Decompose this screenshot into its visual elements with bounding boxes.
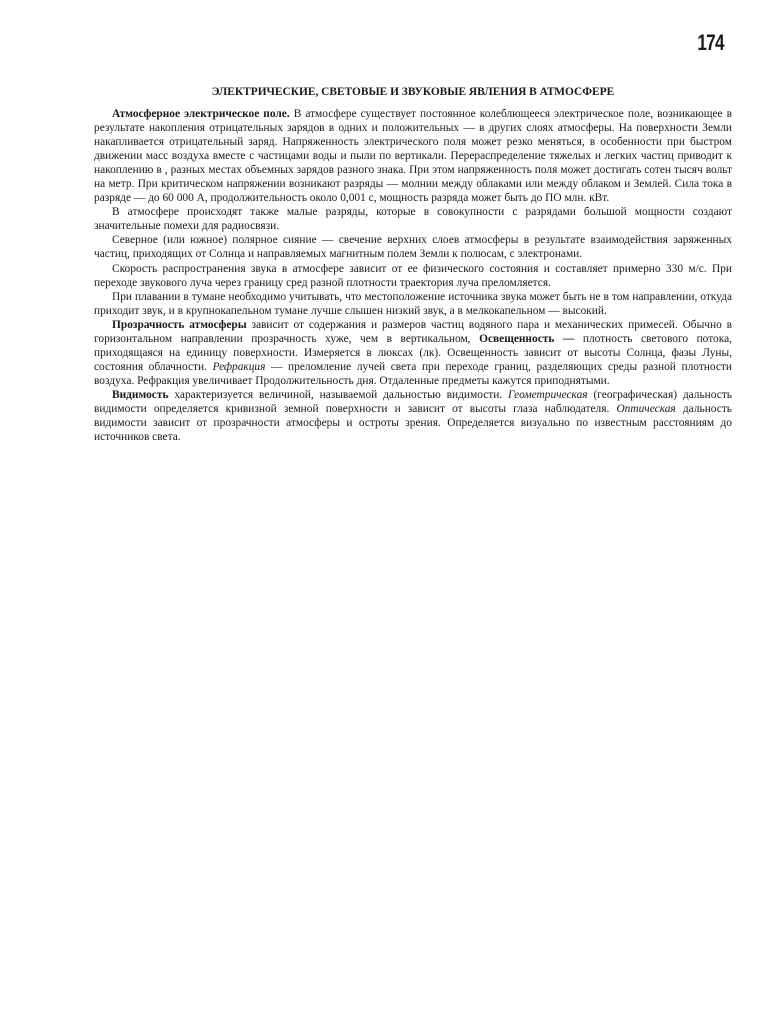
paragraph-fog-sound: При плавании в тумане необходимо учитывать, что местоположение источника звука может быть не в том направлении, откуда приходит звук, и в крупнокапельном тумане лучше слышен низкий звук, а в мелкокапельном — высокий. [94,290,732,317]
term-electric-field: Атмосферное электрическое поле. [112,108,290,120]
paragraph-text: (географическая) дальность видимости определяется кривизной земной поверхности и зависит от высоты глаза наблюдателя. [94,388,732,415]
term-optical: Оптическая [616,402,676,415]
paragraph-sound-speed: Скорость распространения звука в атмосфере зависит от ее физического состояния и составляет примерно 330 м/с. При переходе звукового луча через границу сред разной плотности траектория луча преломляется. [94,262,732,289]
paragraph-text: — преломление лучей света при переходе границ, разделяющих среды разной плотности воздуха. Рефракция увеличивает Продолжительность дня. Отдаленные предметы кажутся приподнятыми. [94,360,732,387]
paragraph-transparency [94,318,732,388]
term-illumination: Освещенность — [479,332,575,345]
paragraph-aurora: Северное (или южное) полярное сияние — свечение верхних слоев атмосферы в результате взаимодействия заряженных частиц, приходящих от Солнца и направляемых магнитным полем Земли к полюсам, с электронами. [94,234,732,261]
paragraph-visibility [94,388,732,444]
document-body [94,86,732,444]
page-title: ЭЛЕКТРИЧЕСКИЕ, СВЕТОВЫЕ И ЗВУКОВЫЕ ЯВЛЕНИЯ В АТМОСФЕРЕ [211,86,615,98]
paragraph-text: характеризуется величиной, называемой дальностью видимости. [168,388,509,401]
paragraph-text: В атмосфере существует постоянное колеблющееся электрическое поле, возникающее в результате накопления отрицательных зарядов в одних и положительных — в других слоях атмосферы. На поверхности Земли накапливается отрицательный заряд. Напряженность электрического поля может резко меняться, в особенности при быстром движении масс воздуха вместе с частицами воды и пыли по вертикали. Перераспределение тяжелых и легких частиц приводит к накоплению в , разных местах объемных зарядов разного знака. При этом напряженность поля может достигать сотен тысяч вольт на метр. При критическом напряжении возникают разряды — молнии между облаками или между облаком и Землей. Сила тока в разряде — до 60 000 А, продолжительность около 0,001 с, мощность разряда может быть до ПО млн. кВт. [94,108,732,205]
paragraph-text: дальность видимости зависит от прозрачности атмосферы и остроты зрения. Определяется визуально по известным расстояниям до источников света. [94,402,733,444]
paragraph-small-discharges: В атмосфере происходят также малые разряды, которые в совокупности с разрядами большой мощности создают значительные помехи для радиосвязи. [94,206,732,233]
term-geometric: Геометрическая [508,388,588,401]
term-refraction: Рефракция [212,360,266,373]
term-visibility: Видимость [112,388,169,401]
page-number: 174 [697,30,724,55]
term-transparency: Прозрачность атмосферы [112,318,247,331]
paragraph-text: плотность светового потока, приходящаяся на единицу поверхности. Измеряется в люксах (лк). Освещенность зависит от высоты Солнца, фазы Луны, состояния облачности. [94,332,733,373]
paragraph-electric-field [94,107,732,205]
paragraph-text: зависит от содержания и размеров частиц водяного пара и механических примесей. Обычно в горизонтальном направлении прозрачность хуже, чем в вертикальном, [94,318,732,345]
